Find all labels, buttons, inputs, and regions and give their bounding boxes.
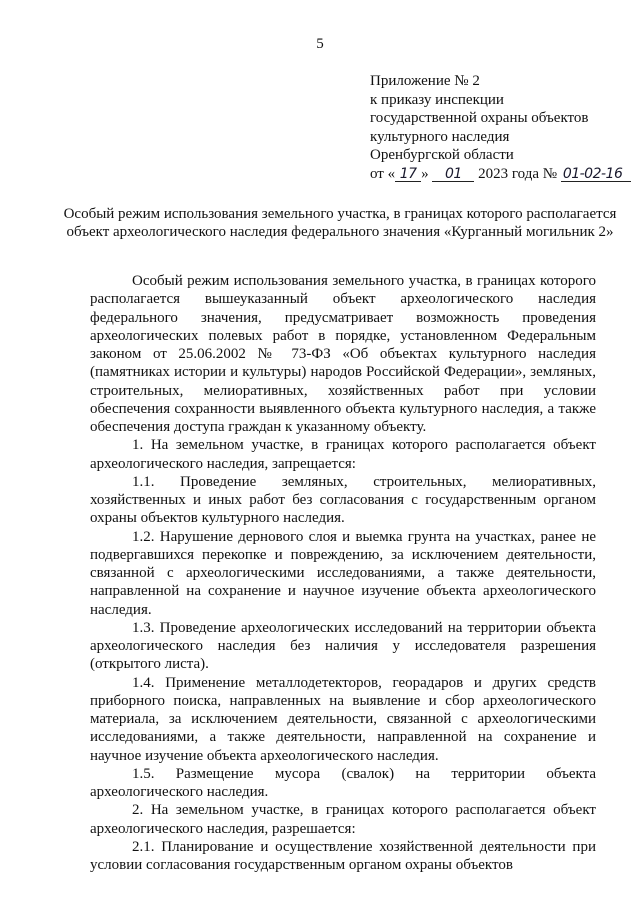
body-paragraph: 1.1. Проведение земляных, строительных, мелиоративных, хозяйственных и иных работ без согласования с государственным органом охраны объектов культурного наследия.	[90, 473, 596, 527]
appendix-line: Оренбургской области	[370, 147, 514, 164]
appendix-line: к приказу инспекции	[370, 91, 504, 108]
handwritten-order-number: 01-02-16	[561, 167, 631, 182]
page-number: 5	[316, 36, 324, 52]
body-paragraph: 1.4. Применение металлодетекторов, георадаров и других средств приборного поиска, направленных на выявление и сбор археологического материала, за исключением деятельности, связанной с археологическими исследованиями, а также деятельности, направленной на сохранение и научное изучение объекта археологического наследия.	[90, 674, 596, 764]
body-paragraph: 2. На земельном участке, в границах которого располагается объект археологического наследия, разрешается:	[90, 802, 596, 837]
appendix-date-line	[370, 165, 630, 184]
body-paragraph: Особый режим использования земельного участка, в границах которого располагается вышеуказанный объект археологического наследия федерального значения, предусматривает возможность проведения археологических полевых работ в порядке, установленном Федеральным законом от 25.06.2002 № 73-ФЗ «Об объектах культурного наследия (памятниках истории и культуры) народов Российской Федерации», земляных, строительных, мелиоративных, хозяйственных работ при условии обеспечения сохранности выявленного объекта культурного наследия, а также обеспечения доступа граждан к указанному объекту.	[90, 273, 596, 435]
handwritten-day: 17	[395, 167, 421, 182]
date-separator: »	[421, 165, 429, 182]
appendix-line: государственной охраны объектов	[370, 110, 589, 127]
body-paragraph: 1.5. Размещение мусора (свалок) на территории объекта археологического наследия.	[90, 765, 596, 800]
handwritten-month: 01	[432, 167, 474, 182]
body-paragraph: 2.1. Планирование и осуществление хозяйственной деятельности при условии согласования государственным органом охраны объектов	[90, 838, 596, 873]
body-paragraph: 1. На земельном участке, в границах которого располагается объект археологического наследия, запрещается:	[90, 437, 596, 472]
year-text: 2023 года №	[478, 165, 558, 182]
body-paragraph: 1.3. Проведение археологических исследований на территории объекта археологического наследия без наличия у исследователя разрешения (открытого листа).	[90, 619, 596, 673]
body-paragraph: 1.2. Нарушение дернового слоя и выемка грунта на участках, ранее не подвергавшихся перекопке и повреждению, за исключением деятельности, связанной с археологическими исследованиями, а также деятельности, направленной на сохранение и научное изучение объекта археологического наследия.	[90, 528, 596, 618]
appendix-line: культурного наследия	[370, 128, 510, 145]
appendix-line: Приложение № 2	[370, 73, 480, 89]
document-title: Особый режим использования земельного участка, в границах которого располагается объект археологического наследия федерального значения «Курганный могильник 2»	[63, 206, 617, 240]
appendix-header	[370, 72, 630, 184]
document-body	[90, 272, 596, 874]
date-prefix: от «	[370, 165, 396, 182]
